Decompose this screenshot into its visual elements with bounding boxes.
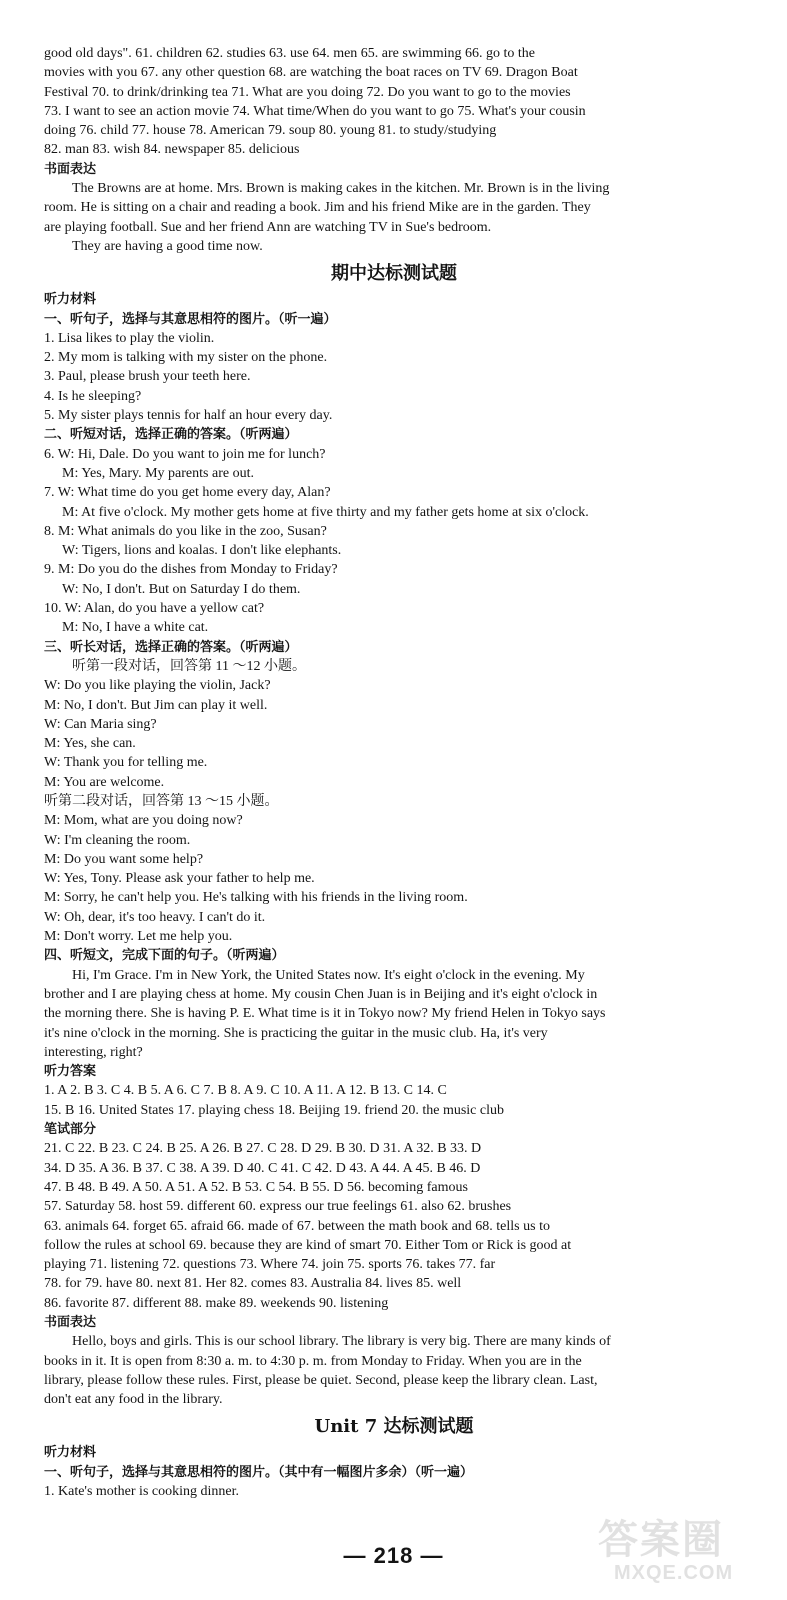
answer-line: good old days". 61. children 62. studies 63. use 64. men 65. are swimming 66. go to the	[44, 46, 535, 61]
essay-line: The Browns are at home. Mrs. Brown is making cakes in the kitchen. Mr. Brown is in the living	[72, 181, 610, 197]
section-heading: 笔试部分	[44, 1122, 97, 1138]
passage-line: Hi, I'm Grace. I'm in New York, the United States now. It's eight o'clock in the evening. My	[72, 967, 585, 983]
dialogue-line: W: Can Maria sing?	[44, 716, 157, 732]
answer-page	[44, 44, 744, 1501]
dialogue-intro: 听第一段对话，回答第 11 ～12 小题。	[72, 658, 306, 674]
answer-line: 73. I want to see an action movie 74. What time/When do you want to go 75. What's your cousin	[44, 103, 586, 119]
section-heading: 书面表达	[44, 161, 97, 177]
dialogue-line: M: No, I don't. But Jim can play it well.	[44, 697, 268, 713]
answer-line: 82. man 83. wish 84. newspaper 85. delicious	[44, 142, 300, 158]
section-heading: 听力材料	[44, 1445, 97, 1461]
answer-line: 86. favorite 87. different 88. make 89. weekends 90. listening	[44, 1295, 389, 1311]
dialogue-line: M: Do you want some help?	[44, 851, 204, 867]
essay-line: are playing football. Sue and her friend Ann are watching TV in Sue's bedroom.	[44, 219, 492, 235]
sentence-item: 5. My sister plays tennis for half an hour every day.	[44, 408, 333, 424]
dialogue-line: M: Mom, what are you doing now?	[44, 813, 243, 829]
sentence-item: 1. Kate's mother is cooking dinner.	[44, 1484, 239, 1500]
answer-line: Festival 70. to drink/drinking tea 71. What are you doing 72. Do you want to go to the movies	[44, 84, 571, 100]
written-answers	[44, 1120, 744, 1313]
answer-line: 21. C 22. B 23. C 24. B 25. A 26. B 27. C 28. D 29. B 30. D 31. A 32. B 33. D	[44, 1141, 482, 1157]
midterm-title: 期中达标测试题	[331, 263, 457, 285]
answer-line: 78. for 79. have 80. next 81. Her 82. comes 83. Australia 84. lives 85. well	[44, 1276, 462, 1292]
dialogue-line: M: Yes, she can.	[44, 736, 136, 752]
section-heading: 听力答案	[44, 1064, 97, 1080]
dialogue-line: W: Tigers, lions and koalas. I don't like elephants.	[62, 543, 342, 559]
dialogue-line: M: At five o'clock. My mother gets home at five thirty and my father gets home at six o'clock.	[62, 504, 589, 520]
passage-line: brother and I are playing chess at home. My cousin Chen Juan is in Beijing and it's eight o'clock in	[44, 986, 598, 1002]
answer-line: 34. D 35. A 36. B 37. C 38. A 39. D 40. C 41. C 42. D 43. A 44. A 45. B 46. D	[44, 1160, 481, 1176]
dialogue-line: W: I'm cleaning the room.	[44, 832, 191, 848]
dialogue-line: W: Do you like playing the violin, Jack?	[44, 678, 271, 694]
dialogue-line: 9. M: Do you do the dishes from Monday to Friday?	[44, 562, 338, 578]
dialogue-line: 10. W: Alan, do you have a yellow cat?	[44, 601, 265, 617]
dialogue-line: M: No, I have a white cat.	[62, 620, 209, 636]
dialogue-line: W: Oh, dear, it's too heavy. I can't do it.	[44, 909, 266, 925]
listening-answers	[44, 1062, 744, 1120]
writing-section-1	[44, 160, 744, 256]
passage-line: the morning there. She is having P. E. What time is it in Tokyo now? My friend Helen in Tokyo says	[44, 1006, 606, 1022]
part-heading: 二、听短对话，选择正确的答案。（听两遍）	[44, 427, 298, 443]
sentence-item: 1. Lisa likes to play the violin.	[44, 330, 215, 346]
dialogue-line: M: Yes, Mary. My parents are out.	[62, 465, 254, 481]
unit7-listening	[44, 1443, 744, 1501]
answer-line: 1. A 2. B 3. C 4. B 5. A 6. C 7. B 8. A 9. C 10. A 11. A 12. B 13. C 14. C	[44, 1083, 447, 1099]
dialogue-line: W: No, I don't. But on Saturday I do them.	[62, 581, 301, 597]
answer-line: doing 76. child 77. house 78. American 79. soup 80. young 81. to study/studying	[44, 123, 497, 139]
essay-line: They are having a good time now.	[72, 238, 263, 254]
unit7-title: Unit 7 达标测试题	[314, 1416, 474, 1438]
passage-line: interesting, right?	[44, 1044, 143, 1060]
answer-line: 57. Saturday 58. host 59. different 60. express our true feelings 61. also 62. brushes	[44, 1199, 512, 1215]
dialogue-line: W: Thank you for telling me.	[44, 755, 208, 771]
essay-line: Hello, boys and girls. This is our school library. The library is very big. There are many kinds of	[72, 1334, 611, 1350]
dialogue-line: W: Yes, Tony. Please ask your father to help me.	[44, 871, 315, 887]
essay-line: library, please follow these rules. First, please be quiet. Second, please keep the library clean. Last,	[44, 1372, 598, 1388]
dialogue-line: 8. M: What animals do you like in the zoo, Susan?	[44, 523, 327, 539]
answer-line: 15. B 16. United States 17. playing chess 18. Beijing 19. friend 20. the music club	[44, 1102, 504, 1118]
listening-material	[44, 290, 744, 1062]
essay-line: room. He is sitting on a chair and reading a book. Jim and his friend Mike are in the garden. They	[44, 200, 591, 216]
passage-line: it's nine o'clock in the morning. She is practicing the guitar in the music club. Ha, it's very	[44, 1025, 548, 1041]
watermark-text: 答案圈	[598, 1517, 724, 1563]
section-heading: 听力材料	[44, 292, 97, 308]
essay-line: don't eat any food in the library.	[44, 1392, 223, 1408]
answer-line: 63. animals 64. forget 65. afraid 66. made of 67. between the math book and 68. tells us to	[44, 1218, 550, 1234]
answer-line: playing 71. listening 72. questions 73. Where 74. join 75. sports 76. takes 77. far	[44, 1257, 496, 1273]
top-answer-block	[44, 44, 744, 160]
part-heading: 一、听句子，选择与其意思相符的图片。（听一遍）	[44, 311, 337, 327]
dialogue-intro: 听第二段对话，回答第 13 ～15 小题。	[44, 793, 279, 809]
writing-section-2	[44, 1313, 744, 1409]
section-heading: 书面表达	[44, 1315, 97, 1330]
dialogue-line: M: You are welcome.	[44, 774, 165, 790]
dialogue-line: M: Sorry, he can't help you. He's talking with his friends in the living room.	[44, 890, 468, 906]
sentence-item: 4. Is he sleeping?	[44, 388, 142, 404]
sentence-item: 2. My mom is talking with my sister on the phone.	[44, 350, 328, 366]
answer-line: movies with you 67. any other question 68. are watching the boat races on TV 69. Dragon Boat	[44, 65, 578, 81]
watermark-logo	[598, 1508, 780, 1592]
watermark-url: MXQE.COM	[614, 1562, 734, 1584]
part-heading: 三、听长对话，选择正确的答案。（听两遍）	[44, 639, 298, 655]
answer-line: follow the rules at school 69. because they are kind of smart 70. Either Tom or Rick is good at	[44, 1237, 572, 1253]
page-number: — 218 —	[343, 1543, 444, 1568]
answer-line: 47. B 48. B 49. A 50. A 51. A 52. B 53. C 54. B 55. D 56. becoming famous	[44, 1179, 468, 1195]
dialogue-line: 7. W: What time do you get home every day, Alan?	[44, 485, 331, 501]
dialogue-line: M: Don't worry. Let me help you.	[44, 929, 233, 945]
part-heading: 一、听句子，选择与其意思相符的图片。（其中有一幅图片多余）（听一遍）	[44, 1464, 474, 1480]
part-heading: 四、听短文，完成下面的句子。（听两遍）	[44, 948, 285, 964]
dialogue-line: 6. W: Hi, Dale. Do you want to join me for lunch?	[44, 446, 326, 462]
sentence-item: 3. Paul, please brush your teeth here.	[44, 369, 251, 385]
essay-line: books in it. It is open from 8:30 a. m. to 4:30 p. m. from Monday to Friday. When you are in the	[44, 1353, 582, 1369]
